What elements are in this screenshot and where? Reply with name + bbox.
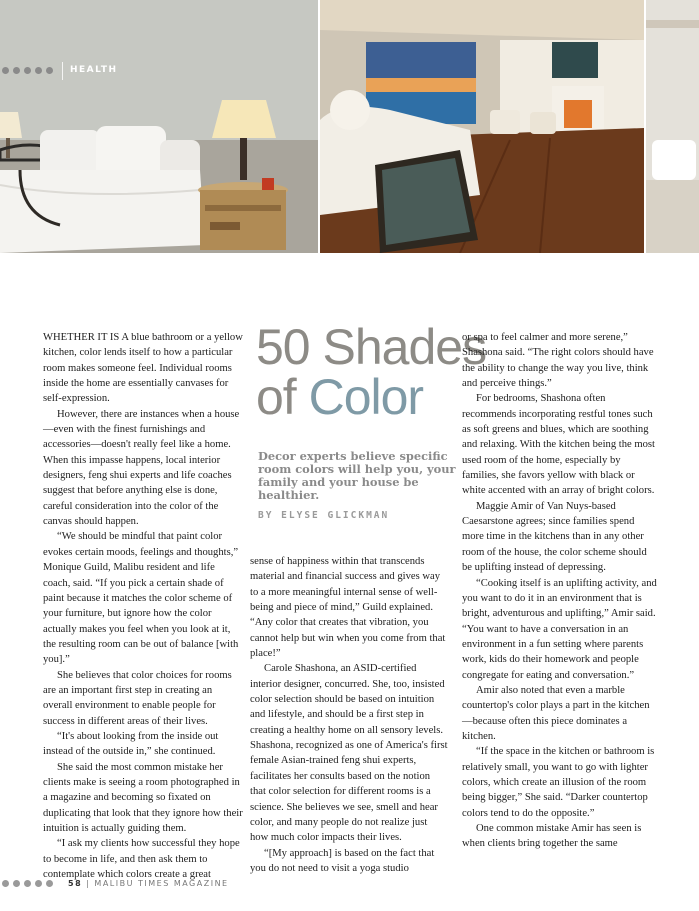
dot (24, 67, 31, 74)
paragraph: Maggie Amir of Van Nuys-based Caesarstone agrees; since families spend more time in the kitchens than in any other room of the house, the color scheme should be uplifting instead of depressing. (462, 500, 647, 574)
paragraph: “Cooking itself is an uplifting activity, and you want to do it in an environment that is bright, adventurous and uplifting,” Amir said. “You want to have a conversation in an environment in a fun setting where parents work, kids do their homework and people congregate for eating and conversation.” (462, 577, 657, 681)
headline-shades: Shades (322, 319, 487, 375)
dot (46, 67, 53, 74)
paragraph: “We should be mindful that paint color evokes certain moods, feelings and thoughts,” Monique Guild, Malibu resident and life coach, said. “If you pick a certain shade of paint because it matches the color scheme of your furniture, but ignore how the color actually makes you feel when you look at it, the resulting room can be out of balance [with you].” (43, 531, 239, 666)
section-label: HEALTH (70, 65, 118, 75)
paragraph-text: blue bathroom or a yellow kitchen, color lends itself to how a particular room makes someone feel. Individual rooms inside the home are essentially canvases for self-expression. (43, 332, 243, 405)
page-number: 58 (68, 879, 83, 888)
text-column-3 (462, 330, 658, 852)
dek: Decor experts believe specific room colors will help you, your family and your house be healthier. (258, 449, 456, 502)
paragraph (43, 330, 243, 407)
paragraph: “If the space in the kitchen or bathroom is relatively small, you want to go with lighter colors, which create an illusion of the room being bigger,” She said. “Darker countertop colors tend to do the opposite.” (462, 746, 655, 819)
headline-color: Color (308, 369, 424, 425)
bedroom-illustration (0, 0, 318, 253)
dot (24, 880, 31, 887)
paragraph: She believes that color choices for rooms are an important first step in creating an overall environment to enable people for success in different areas of their lives. (43, 669, 232, 727)
section-dots (2, 67, 53, 74)
folio-separator: | (82, 879, 95, 888)
paragraph: “I ask my clients how successful they hope to become in life, and then ask them to contemplate which colors create a great (43, 838, 240, 881)
bedroom-detail-illustration (646, 0, 699, 253)
paragraph: However, there are instances when a house—even with the finest furnishings and accessories—doesn't really feel like a home. When this impasse happens, local interior designers, feng shui experts and life coaches suggest that before anything else is done, careful consideration into the color of the canvas should happen. (43, 408, 240, 528)
headline-line-1 (256, 319, 487, 375)
paragraph: Carole Shashona, an ASID-certified interior designer, concurred. She, too, insisted color selection should be based on intuition and lifestyle, and should be a first step in creating a healthy home on all sensory levels. Shashona, recognized as one of America's first female Asian-trained feng shui experts, facilitates her consults based on the notion that color selection for different rooms is a science. She believes we see, smell and hear color, and many people do not realize just how much color impacts their lives. (250, 663, 448, 844)
paragraph: For bedrooms, Shashona often recommends incorporating restful tones such as soft greens and blues, which are soothing and relaxing. With the kitchen being the most used room of the home, especially by families, she favors yellow with black or white accented with an array of bright colors. (462, 393, 655, 497)
text-column-2 (250, 554, 448, 876)
headline (256, 319, 487, 425)
footer-dots (2, 880, 53, 887)
headline-of: of (256, 369, 309, 425)
section-divider (62, 62, 63, 80)
byline: BY ELYSE GLICKMAN (258, 510, 390, 521)
text-column-1 (43, 330, 243, 882)
paragraph: sense of happiness within that transcends material and financial success and gives way to a more meaningful internal sense of well-being and piece of mind,” Guild explained. “Any color that creates that vibration, you cannot help but win when you come from that place!” (250, 556, 446, 660)
headline-line-2 (256, 369, 456, 425)
dot (2, 880, 9, 887)
paragraph: She said the most common mistake her clients make is seeing a room photographed in a magazine and becoming so fixated on duplicating that look that they ignore how their intuition is actually guiding them. (43, 761, 243, 834)
dot (2, 67, 9, 74)
paragraph: Amir also noted that even a marble countertop's color plays a part in the kitchen—because often this piece dominates a kitchen. (462, 684, 650, 742)
photo-strip (0, 0, 699, 253)
dot (46, 880, 53, 887)
dot (13, 880, 20, 887)
dot (35, 67, 42, 74)
paragraph: One common mistake Amir has seen is when clients bring together the same (462, 823, 642, 850)
living-room-illustration (320, 0, 644, 253)
paragraph: “[My approach] is based on the fact that you do not need to visit a yoga studio (250, 847, 435, 874)
paragraph: “It's about looking from the inside out instead of the outside in,” she continued. (43, 730, 219, 758)
living-room-photo (320, 0, 644, 253)
headline-number: 50 (256, 319, 323, 375)
dot (35, 880, 42, 887)
bedroom-photo (0, 0, 318, 253)
folio (68, 879, 229, 888)
bedroom-detail-photo (646, 0, 699, 253)
paragraph: or spa to feel calmer and more serene,” Shashona said. “The right colors should have the ability to change the way you live, think and perceive things.” (462, 332, 654, 390)
dot (13, 67, 20, 74)
lead-in: WHETHER IT IS A (43, 332, 129, 343)
publication-name: MALIBU TIMES MAGAZINE (94, 879, 229, 888)
